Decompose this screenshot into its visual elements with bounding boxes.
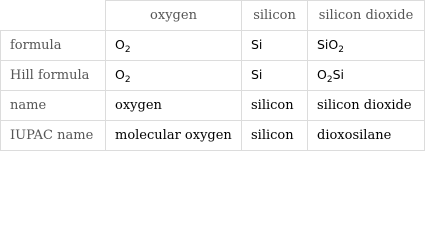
row-hill-formula (1, 61, 425, 91)
row-name (1, 91, 425, 121)
formula-silicon-dioxide: SiO$_2$ (308, 31, 425, 61)
header-row (1, 1, 425, 31)
iupac-name-oxygen: molecular oxygen (106, 121, 242, 151)
hill-formula-silicon: Si (242, 61, 308, 91)
formula-oxygen: $O_2$ (106, 31, 242, 61)
row-label-formula: formula (1, 31, 106, 61)
row-label-name: name (1, 91, 106, 121)
iupac-name-silicon: silicon (242, 121, 308, 151)
column-header-silicon-dioxide: silicon dioxide (308, 1, 425, 31)
formula-silicon: Si (242, 31, 308, 61)
row-iupac-name (1, 121, 425, 151)
name-silicon: silicon (242, 91, 308, 121)
iupac-name-silicon-dioxide: dioxosilane (308, 121, 425, 151)
hill-formula-silicon-dioxide: $O_2Si$ (308, 61, 425, 91)
name-silicon-dioxide: silicon dioxide (308, 91, 425, 121)
column-header-silicon: silicon (242, 1, 308, 31)
name-oxygen: oxygen (106, 91, 242, 121)
row-formula (1, 31, 425, 61)
row-label-iupac-name: IUPAC name (1, 121, 106, 151)
row-label-hill-formula: Hill formula (1, 61, 106, 91)
hill-formula-oxygen: $O_2$ (106, 61, 242, 91)
column-header-oxygen: oxygen (106, 1, 242, 31)
corner-cell (1, 1, 106, 31)
